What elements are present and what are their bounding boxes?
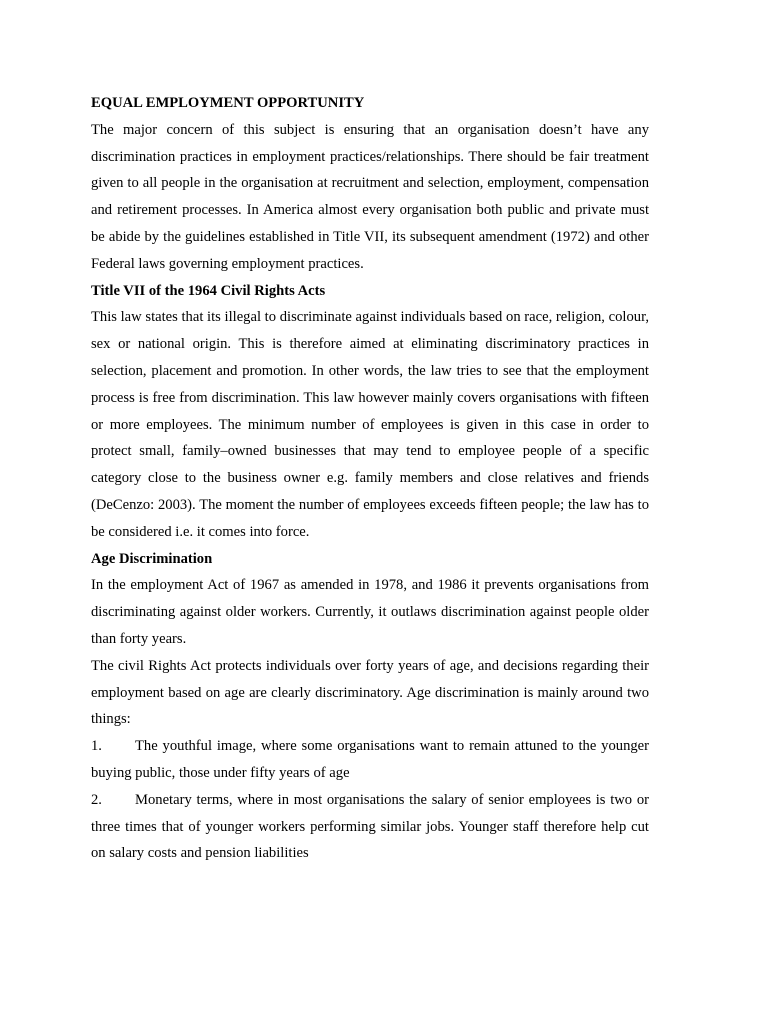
list-item-number: 2. [91,791,102,808]
document-page [91,90,649,867]
list-item-text: The youthful image, where some organisations want to remain attuned to the younger buying public, those under fifty years of age [91,738,649,781]
list-item-number: 1. [91,738,102,755]
age-discrimination-paragraph-2: The civil Rights Act protects individuals over forty years of age, and decisions regarding their employment based on age are clearly discriminatory. Age discrimination is mainly around two things: [91,657,649,728]
title-vii-paragraph: This law states that its illegal to discriminate against individuals based on race, religion, colour, sex or national origin. This is therefore aimed at eliminating discriminatory practices in selection, placement and promotion. In other words, the law tries to see that the employment process is free from discrimination. This law however mainly covers organisations with fifteen or more employees. The minimum number of employees is given in this case in order to protect small, family–owned businesses that may tend to employee people of a specific category close to the business owner e.g. family members and close relatives and friends (DeCenzo: 2003). The moment the number of employees exceeds fifteen people; the law has to be considered i.e. it comes into force. [91,309,649,540]
list-item-text: Monetary terms, where in most organisations the salary of senior employees is two or three times that of younger workers performing similar jobs. Younger staff therefore help cut on salary costs and pension liabilities [91,791,649,862]
section-heading-title-vii: Title VII of the 1964 Civil Rights Acts [91,282,326,299]
list-item [91,787,649,867]
age-discrimination-paragraph-1: In the employment Act of 1967 as amended in 1978, and 1986 it prevents organisations from discriminating against older workers. Currently, it outlaws discrimination against people older than forty years. [91,577,649,647]
list-item [91,733,649,787]
intro-paragraph: The major concern of this subject is ensuring that an organisation doesn’t have any discrimination practices in employment practices/relationships. There should be fair treatment given to all people in the organisation at recruitment and selection, employment, compensation and retirement processes. In America almost every organisation both public and private must be abide by the guidelines established in Title VII, its subsequent amendment (1972) and other Federal laws governing employment practices. [91,121,649,272]
section-heading-age-discrimination: Age Discrimination [91,550,213,567]
document-title: EQUAL EMPLOYMENT OPPORTUNITY [91,95,365,111]
